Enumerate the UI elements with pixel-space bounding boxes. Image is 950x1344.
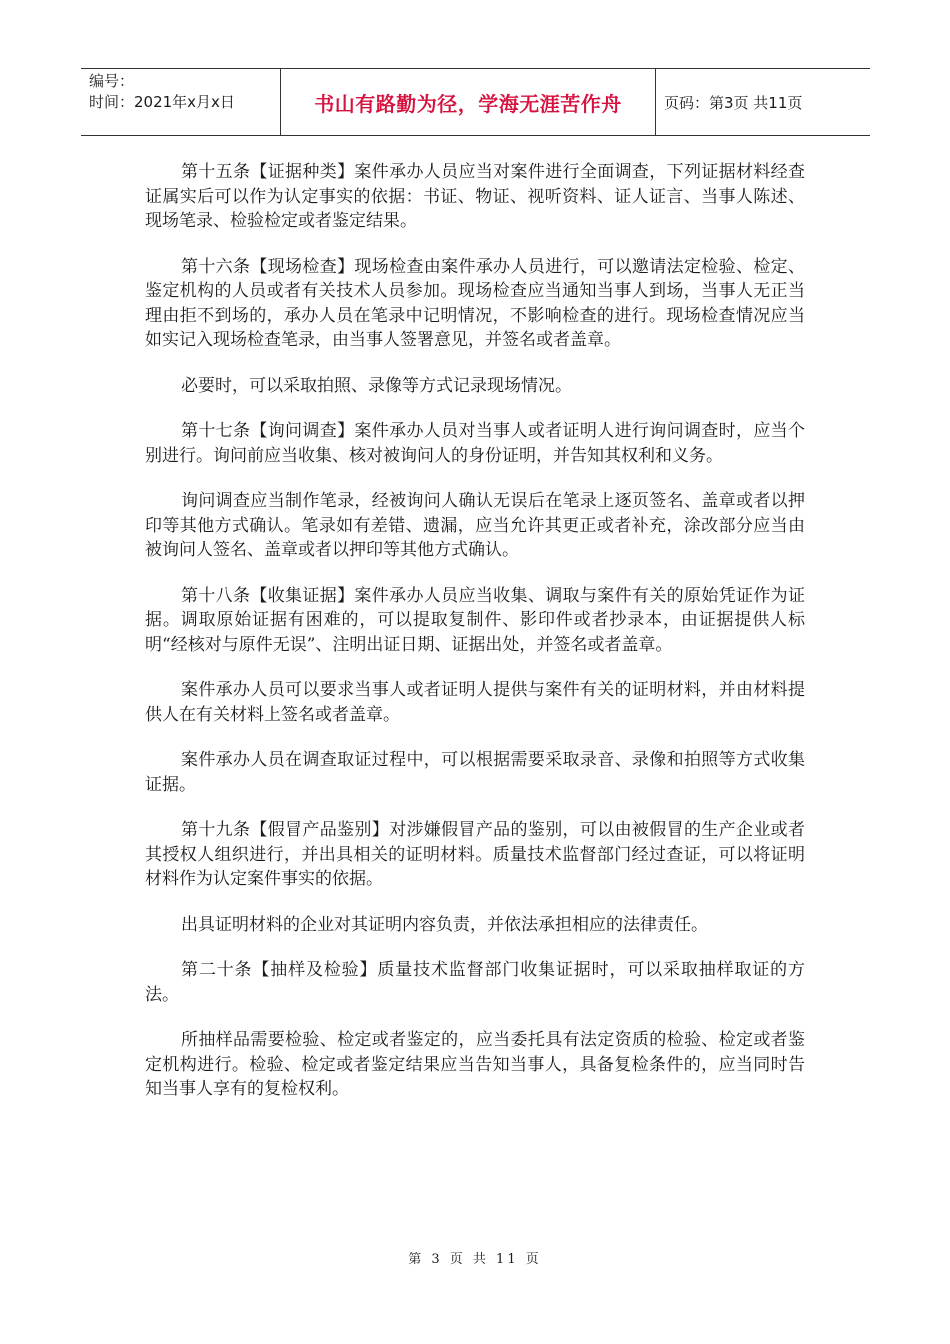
- document-number-label: 编号：: [89, 72, 135, 90]
- paragraph-article-15: 第十五条【证据种类】案件承办人员应当对案件进行全面调查，下列证据材料经查证属实后可以作为认定事实的依据：书证、物证、视听资料、证人证言、当事人陈述、现场笔录、检验检定或者鉴定结果。: [145, 162, 805, 231]
- document-date-label: 时间：2021年x月x日: [89, 93, 235, 111]
- paragraph-article-18-methods: 案件承办人员在调查取证过程中，可以根据需要采取录音、录像和拍照等方式收集证据。: [145, 750, 805, 795]
- header-meta: [81, 69, 281, 135]
- paragraph-article-18-materials: 案件承办人员可以要求当事人或者证明人提供与案件有关的证明材料，并由材料提供人在有关材料上签名或者盖章。: [145, 680, 805, 725]
- paragraph-article-18: 第十八条【收集证据】案件承办人员应当收集、调取与案件有关的原始凭证作为证据。调取原始证据有困难的，可以提取复制件、影印件或者抄录本，由证据提供人标明“经核对与原件无误”、注明出证日期、证据出处，并签名或者盖章。: [145, 585, 805, 655]
- document-body: [145, 160, 805, 1123]
- paragraph-article-20-testing: 所抽样品需要检验、检定或者鉴定的，应当委托具有法定资质的检验、检定或者鉴定机构进行。检验、检定或者鉴定结果应当告知当事人，具备复检条件的，应当同时告知当事人享有的复检权利。: [145, 1030, 805, 1099]
- paragraph-article-16-note: 必要时，可以采取拍照、录像等方式记录现场情况。: [181, 375, 572, 396]
- header-motto: 书山有路勤为径，学海无涯苦作舟: [281, 69, 656, 135]
- paragraph-article-17: 第十七条【询问调查】案件承办人员对当事人或者证明人进行询问调查时，应当个别进行。询问前应当收集、核对被询问人的身份证明，并告知其权利和义务。: [145, 421, 805, 466]
- paragraph-article-20: 第二十条【抽样及检验】质量技术监督部门收集证据时，可以采取抽样取证的方法。: [145, 960, 805, 1005]
- page-footer: 第 3 页 共 11 页: [408, 1252, 542, 1267]
- paragraph-article-17-record: 询问调查应当制作笔录，经被询问人确认无误后在笔录上逐页签名、盖章或者以押印等其他方式确认。笔录如有差错、遗漏，应当允许其更正或者补充，涂改部分应当由被询问人签名、盖章或者以押印等其他方式确认。: [145, 491, 805, 560]
- header-page-label: 页码：第3页 共11页: [664, 93, 803, 112]
- paragraph-article-16: 第十六条【现场检查】现场检查由案件承办人员进行，可以邀请法定检验、检定、鉴定机构的人员或者有关技术人员参加。现场检查应当通知当事人到场，当事人无正当理由拒不到场的，承办人员在笔录中记明情况，不影响检查的进行。现场检查情况应当如实记入现场检查笔录，由当事人签署意见，并签名或者盖章。: [145, 256, 805, 350]
- paragraph-article-19: 第十九条【假冒产品鉴别】对涉嫌假冒产品的鉴别，可以由被假冒的生产企业或者其授权人组织进行，并出具相关的证明材料。质量技术监督部门经过查证，可以将证明材料作为认定案件事实的依据。: [145, 820, 805, 889]
- paragraph-article-19-liability: 出具证明材料的企业对其证明内容负责，并依法承担相应的法律责任。: [181, 914, 708, 935]
- page-header: [81, 68, 870, 136]
